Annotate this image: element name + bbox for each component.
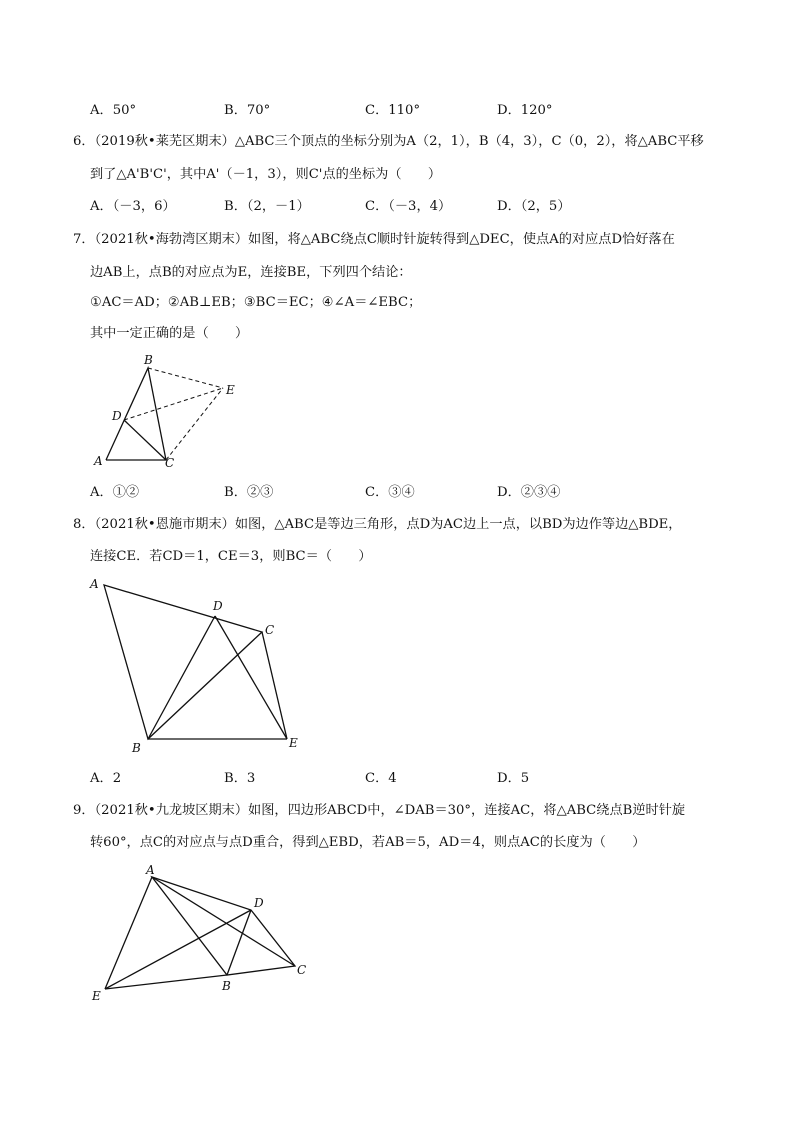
q7-stem-line1: 7．（2021秋•海勃湾区期末）如图，将△ABC绕点C顺时针旋转得到△DEC，使点A的对应点D恰好落在	[73, 232, 675, 247]
q6-stem-line1: 6．（2019秋•莱芜区期末）△ABC三个顶点的坐标分别为A（2，1），B（4，3），C（0，2），将△ABC平移	[73, 134, 704, 149]
q8-option-b[interactable]: B．3	[224, 771, 256, 786]
q8-stem-line1: 8．（2021秋•恩施市期末）如图，△ABC是等边三角形，点D为AC边上一点，以BD为边作等边△BDE，	[73, 517, 682, 532]
q7-conclusions: ①AC＝AD；②AB⊥EB；③BC＝EC；④∠A＝∠EBC；	[90, 295, 422, 310]
q6-option-a[interactable]: A．（－3，6）	[90, 199, 176, 214]
q8-label-c: C	[265, 623, 275, 637]
q8-option-c[interactable]: C．4	[365, 771, 397, 786]
q7-question: 其中一定正确的是（ ）	[90, 326, 249, 341]
q9-label-b: B	[222, 979, 231, 993]
q7-option-c[interactable]: C．③④	[365, 485, 415, 500]
q7-stem-line2: 边AB上，点B的对应点为E，连接BE，下列四个结论：	[90, 265, 412, 280]
q7-label-d: D	[112, 409, 122, 423]
q7-label-a: A	[94, 454, 103, 468]
q7-option-d[interactable]: D．②③④	[497, 485, 561, 500]
q9-label-e: E	[92, 989, 101, 1003]
q6-option-c[interactable]: C．（－3，4）	[365, 199, 452, 214]
q9-segment-eb	[105, 975, 227, 989]
q7-label-e: E	[226, 383, 235, 397]
q7-option-a[interactable]: A．①②	[90, 485, 140, 500]
q5-option-a[interactable]: A．50°	[90, 103, 137, 118]
q8-stem-line2: 连接CE．若CD＝1，CE＝3，则BC＝（ ）	[90, 549, 372, 564]
q8-option-a[interactable]: A．2	[90, 771, 122, 786]
q8-label-a: A	[90, 577, 99, 591]
q7-label-b: B	[144, 353, 153, 367]
q9-stem-line2: 转60°，点C的对应点与点D重合，得到△EBD，若AB＝5，AD＝4，则点AC的长度为（ ）	[90, 835, 646, 850]
q5-option-b[interactable]: B．70°	[224, 103, 271, 118]
q5-option-d[interactable]: D．120°	[497, 103, 553, 118]
q6-option-d[interactable]: D．（2，5）	[497, 199, 571, 214]
q8-label-e: E	[289, 736, 298, 750]
q9-segment-bd	[227, 910, 251, 975]
q8-option-d[interactable]: D．5	[497, 771, 530, 786]
q9-label-a: A	[146, 863, 155, 877]
q9-segment-ae	[105, 877, 152, 989]
q5-option-c[interactable]: C．110°	[365, 103, 421, 118]
q9-segment-ed	[105, 910, 251, 989]
q8-label-b: B	[132, 741, 141, 755]
q9-quadrilateral-abcd	[152, 877, 295, 975]
q7-option-b[interactable]: B．②③	[224, 485, 274, 500]
q9-label-d: D	[254, 896, 264, 910]
q6-stem-line2: 到了△A'B'C'，其中A'（－1，3），则C'点的坐标为（ ）	[90, 167, 442, 182]
q8-label-d: D	[213, 599, 223, 613]
q9-stem-line1: 9．（2021秋•九龙坡区期末）如图，四边形ABCD中，∠DAB＝30°，连接AC，将△ABC绕点B逆时针旋	[73, 803, 686, 818]
q9-label-c: C	[297, 963, 307, 977]
q6-option-b[interactable]: B．（2，－1）	[224, 199, 310, 214]
q7-label-c: C	[165, 456, 175, 470]
